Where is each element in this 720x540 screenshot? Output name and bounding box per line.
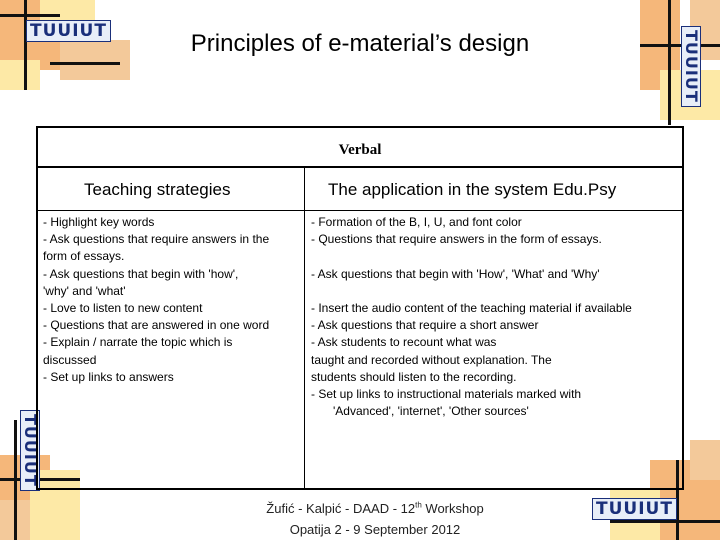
footer <box>230 498 520 540</box>
footer-authors <box>230 498 520 519</box>
text-line: - Set up links to instructional materials marked with <box>311 387 582 401</box>
footer-location-date: Opatija 2 - 9 September 2012 <box>289 522 461 537</box>
text-line: - Set up links to answers <box>43 369 174 384</box>
column-header-application: The application in the system Edu.Psy <box>328 180 617 199</box>
column-header-teaching-strategies: Teaching strategies <box>84 180 231 199</box>
teaching-strategies-cell <box>43 214 298 386</box>
footer-superscript: th <box>415 500 422 510</box>
text-line: - Highlight key words <box>43 215 155 229</box>
text-line: - Ask questions that begin with 'How', 'What' and 'Why' <box>311 266 600 281</box>
blank-line <box>311 248 676 265</box>
column-divider <box>304 168 305 490</box>
row-divider <box>38 210 682 211</box>
text-line: - Formation of the B, I, U, and font color <box>311 215 522 229</box>
text-line: - Ask questions that begin with 'how', <box>43 266 239 281</box>
page-title: Principles of e-material’s design <box>190 30 530 57</box>
text-line: form of essays. <box>43 249 125 264</box>
text-line: 'Advanced', 'internet', 'Other sources' <box>333 404 529 419</box>
text-line: 'why' and 'what' <box>43 283 126 298</box>
text-line: - Ask students to recount what was <box>311 335 497 350</box>
text-line: - Love to listen to new content <box>43 301 203 316</box>
application-cell <box>311 214 676 420</box>
text-line: - Insert the audio content of the teaching material if available <box>311 300 632 315</box>
strategy-table <box>36 126 684 490</box>
text-line: taught and recorded without explanation. The <box>311 352 552 367</box>
footer-authors-text: Žufić - Kalpić - DAAD - 12 <box>266 501 416 516</box>
logo-text-vertical: TUUIUT <box>681 26 701 107</box>
blank-line <box>311 283 676 300</box>
text-line: - Explain / narrate the topic which is <box>43 335 233 350</box>
logo-text-bottom: TUUIUT <box>592 498 677 520</box>
logo-text-vertical-bottom: TUUIUT <box>20 410 40 491</box>
text-line: discussed <box>43 352 97 367</box>
text-line: - Ask questions that require answers in the <box>43 232 270 247</box>
table-header-verbal: Verbal <box>38 128 682 168</box>
text-line: - Questions that require answers in the form of essays. <box>311 232 602 247</box>
logo-text: TUUIUT <box>26 20 111 42</box>
text-line: students should listen to the recording. <box>311 369 517 384</box>
text-line: - Ask questions that require a short answer <box>311 318 539 333</box>
footer-workshop-text: Workshop <box>421 501 484 516</box>
text-line: - Questions that are answered in one word <box>43 318 270 333</box>
